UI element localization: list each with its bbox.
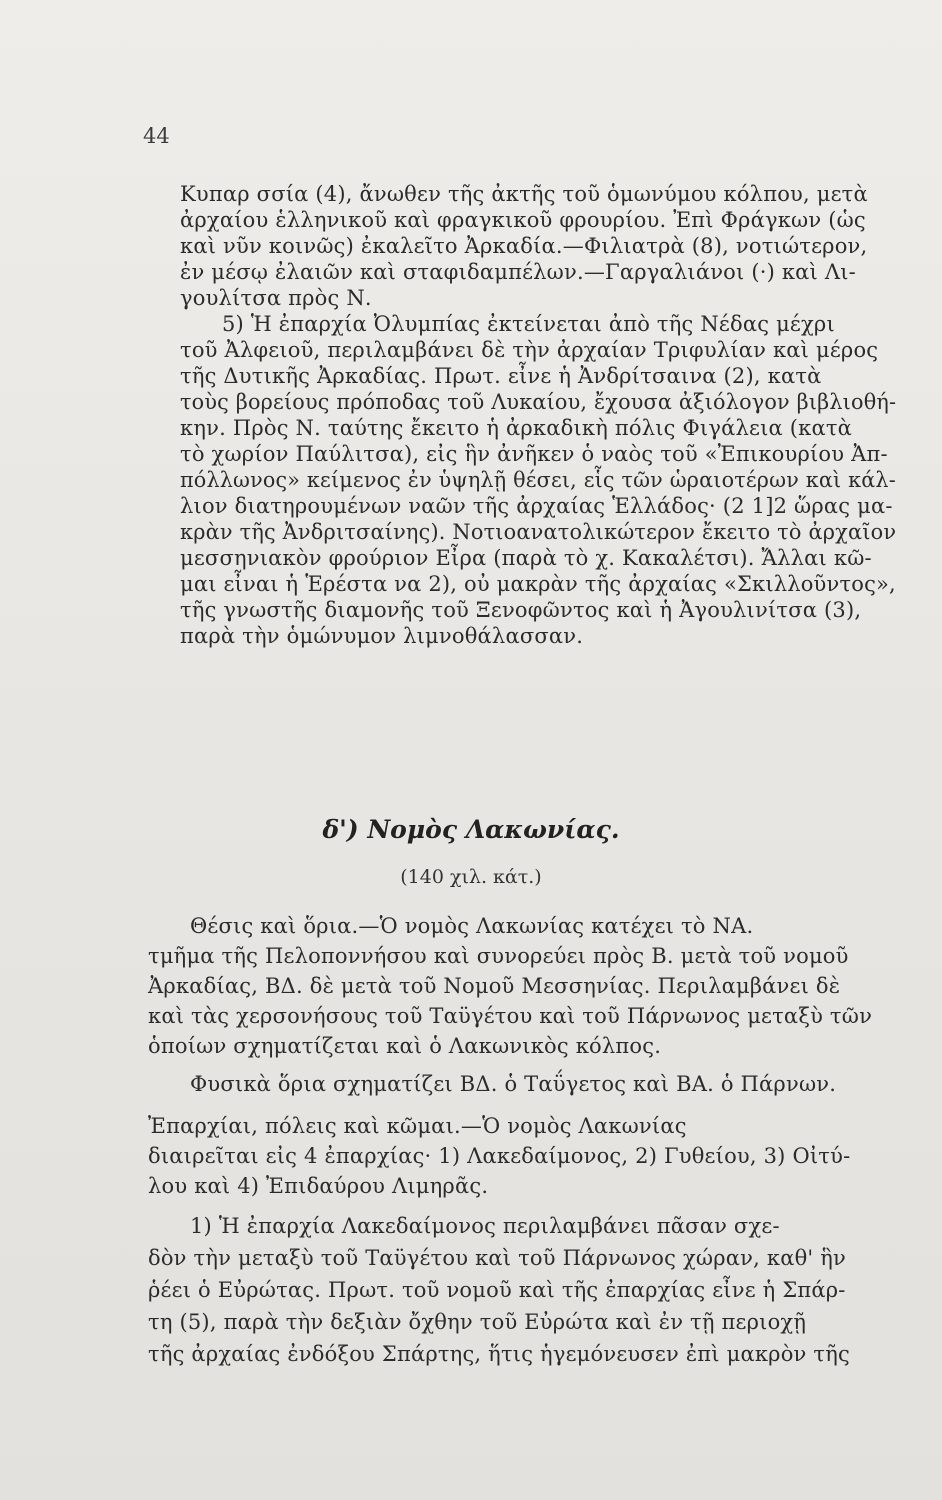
text-line: τῆς γνωστῆς διαμονῆς τοῦ Ξενοφῶντος καὶ ἡ Ἀγουλινίτσα (3), [180,598,862,622]
text-line: τοὺς βορείους πρόποδας τοῦ Λυκαίου, ἔχουσα ἀξιόλογον βιβλιοθή- [180,390,897,414]
section-heading: δ') Νομὸς Λακωνίας. [322,815,620,844]
text-line: Θέσις καὶ ὅρια.—Ὁ νομὸς Λακωνίας κατέχει τὸ ΝΑ. [190,914,754,938]
page-number: 44 [143,124,170,148]
text-line: δὸν τὴν μεταξὺ τοῦ Ταϋγέτου καὶ τοῦ Πάρνωνος χώραν, καθ' ἣν [148,1246,847,1270]
text-line: 5) Ἡ ἐπαρχία Ὀλυμπίας ἐκτείνεται ἀπὸ τῆς Νέδας μέχρι [222,312,835,336]
text-line: κην. Πρὸς Ν. ταύτης ἔκειτο ἡ ἀρκαδικὴ πόλις Φιγάλεια (κατὰ [180,416,853,440]
text-line: γουλίτσα πρὸς Ν. [180,286,372,310]
text-line: κρὰν τῆς Ἀνδριτσαίνης). Νοτιοανατολικώτερον ἔκειτο τὸ ἀρχαῖον [180,520,897,544]
text-line: 1) Ἡ ἐπαρχία Λακεδαίμονος περιλαμβάνει πᾶσαν σχε- [190,1214,780,1238]
text-line: μεσσηνιακὸν φρούριον Εἶρα (παρὰ τὸ χ. Κακαλέτσι). Ἄλλαι κῶ- [180,546,872,570]
text-line: τοῦ Ἀλφειοῦ, περιλαμβάνει δὲ τὴν ἀρχαίαν Τριφυλίαν καὶ μέρος [180,338,879,362]
text-line: καὶ τὰς χερσονήσους τοῦ Ταϋγέτου καὶ τοῦ Πάρνωνος μεταξὺ τῶν [148,1004,873,1028]
text-line: Ἐπαρχίαι, πόλεις καὶ κῶμαι.—Ὁ νομὸς Λακωνίας [148,1114,687,1138]
text-line: Φυσικὰ ὅρια σχηματίζει ΒΔ. ὁ Ταΰγετος καὶ ΒΑ. ὁ Πάρνων. [190,1072,837,1096]
text-line: καὶ νῦν κοινῶς) ἐκαλεῖτο Ἀρκαδία.—Φιλιατρὰ (8), νοτιώτερον, [180,234,868,258]
text-line: παρὰ τὴν ὁμώνυμον λιμνοθάλασσαν. [180,624,584,648]
text-line: τμῆμα τῆς Πελοποννήσου καὶ συνορεύει πρὸς Β. μετὰ τοῦ νομοῦ [148,944,849,968]
text-line: τὸ χωρίον Παύλιτσα), εἰς ἣν ἀνῆκεν ὁ ναὸς τοῦ «Ἐπικουρίου Ἀπ- [180,442,888,466]
text-line: πόλλωνος» κείμενος ἐν ὑψηλῇ θέσει, εἷς τῶν ὡραιοτέρων καὶ κάλ- [180,468,896,492]
text-line: τη (5), παρὰ τὴν δεξιὰν ὄχθην τοῦ Εὐρώτα καὶ ἐν τῇ περιοχῇ [148,1310,807,1334]
text-line: λου καὶ 4) Ἐπιδαύρου Λιμηρᾶς. [148,1174,489,1198]
text-line: μαι εἶναι ἡ Ἑρέστα να 2), οὐ μακρὰν τῆς ἀρχαίας «Σκιλλοῦντος», [180,572,896,596]
text-line: τῆς Δυτικῆς Ἀρκαδίας. Πρωτ. εἶνε ἡ Ἀνδρίτσαινα (2), κατὰ [180,364,822,388]
text-line: ῥέει ὁ Εὐρώτας. Πρωτ. τοῦ νομοῦ καὶ τῆς ἐπαρχίας εἶνε ἡ Σπάρ- [148,1278,846,1302]
section-subheading: (140 χιλ. κάτ.) [400,866,542,888]
text-line: ἐν μέσῳ ἐλαιῶν καὶ σταφιδαμπέλων.—Γαργαλιάνοι (·) καὶ Λι- [180,260,856,284]
text-line: Ἀρκαδίας, ΒΔ. δὲ μετὰ τοῦ Νομοῦ Μεσσηνίας. Περιλαμβάνει δὲ [148,974,841,998]
text-line: λιον διατηρουμένων ναῶν τῆς ἀρχαίας Ἑλλάδος· (2 1]2 ὥρας μα- [180,494,893,518]
text-line: ἀρχαίου ἑλληνικοῦ καὶ φραγκικοῦ φρουρίου. Ἐπὶ Φράγκων (ὡς [180,208,866,232]
text-line: ὁποίων σχηματίζεται καὶ ὁ Λακωνικὸς κόλπος. [148,1034,662,1058]
text-line: Κυπαρ σσία (4), ἄνωθεν τῆς ἀκτῆς τοῦ ὁμωνύμου κόλπου, μετὰ [180,182,868,206]
text-line: τῆς ἀρχαίας ἐνδόξου Σπάρτης, ἥτις ἡγεμόνευσεν ἐπὶ μακρὸν τῆς [148,1342,850,1366]
text-line: διαιρεῖται εἰς 4 ἐπαρχίας· 1) Λακεδαίμονος, 2) Γυθείου, 3) Οἰτύ- [148,1144,851,1168]
